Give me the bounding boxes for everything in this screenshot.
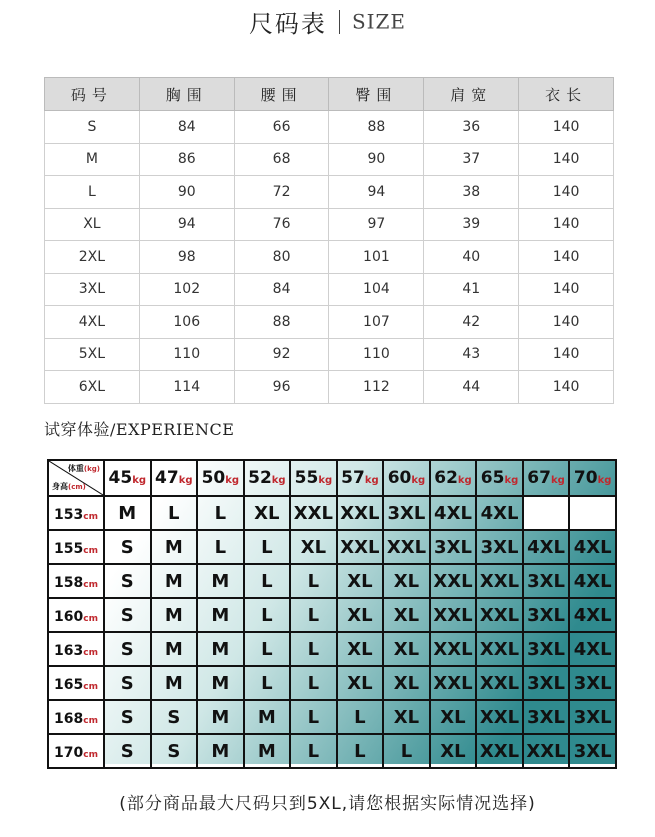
size-cell: 76: [234, 208, 329, 241]
size-table: [44, 77, 614, 404]
height-header-cell: 163cm: [48, 632, 104, 666]
fit-size-cell: M: [197, 564, 244, 598]
fit-row: [48, 700, 616, 734]
weight-header-cell: 45kg: [104, 460, 151, 496]
fit-size-cell: XL: [383, 564, 430, 598]
size-cell: 94: [139, 208, 234, 241]
fit-row: [48, 632, 616, 666]
size-cell: 98: [139, 241, 234, 274]
size-cell: 4XL: [45, 306, 140, 339]
size-cell: 140: [519, 371, 614, 404]
fit-size-cell: XXL: [476, 700, 523, 734]
weight-header-cell: 47kg: [151, 460, 198, 496]
fit-size-cell: XL: [337, 666, 384, 700]
page-title: [0, 4, 655, 39]
size-header-cell: 衣长: [519, 78, 614, 111]
size-cell: 140: [519, 241, 614, 274]
fit-size-cell: M: [151, 632, 198, 666]
fit-size-cell: S: [151, 700, 198, 734]
fit-chart: [47, 459, 617, 764]
size-cell: 140: [519, 111, 614, 144]
size-cell: S: [45, 111, 140, 144]
weight-header-cell: 55kg: [290, 460, 337, 496]
fit-size-cell: XXL: [476, 734, 523, 768]
fit-size-cell: L: [290, 564, 337, 598]
fit-size-cell: XXL: [430, 564, 477, 598]
size-row: [45, 371, 614, 404]
corner-weight-label: 体重(kg): [67, 464, 100, 473]
fit-size-cell: XXL: [523, 734, 570, 768]
size-cell: 66: [234, 111, 329, 144]
size-cell: 68: [234, 143, 329, 176]
fit-size-cell: XXL: [476, 598, 523, 632]
corner-height-label: 身高(cm): [52, 482, 86, 491]
fit-size-cell: 4XL: [569, 632, 616, 666]
size-cell: 40: [424, 241, 519, 274]
fit-size-cell: 3XL: [523, 666, 570, 700]
size-cell: 106: [139, 306, 234, 339]
size-cell: 84: [139, 111, 234, 144]
size-cell: M: [45, 143, 140, 176]
size-row: [45, 241, 614, 274]
size-cell: 140: [519, 176, 614, 209]
size-cell: 140: [519, 143, 614, 176]
height-header-cell: 168cm: [48, 700, 104, 734]
fit-size-cell: S: [151, 734, 198, 768]
size-cell: 94: [329, 176, 424, 209]
fit-size-cell: M: [197, 598, 244, 632]
fit-size-cell: XXL: [430, 598, 477, 632]
fit-size-cell: XXL: [337, 530, 384, 564]
size-cell: 107: [329, 306, 424, 339]
size-cell: 36: [424, 111, 519, 144]
fit-size-cell: S: [104, 530, 151, 564]
fit-size-cell: 4XL: [569, 530, 616, 564]
size-cell: L: [45, 176, 140, 209]
fit-size-cell: 3XL: [523, 598, 570, 632]
fit-size-cell: 3XL: [523, 700, 570, 734]
fit-size-cell: L: [244, 530, 291, 564]
fit-size-cell: L: [290, 632, 337, 666]
size-table-body: [45, 111, 614, 404]
size-header-cell: 腰围: [234, 78, 329, 111]
size-cell: 140: [519, 306, 614, 339]
weight-header-cell: 70kg: [569, 460, 616, 496]
fit-size-cell: L: [197, 530, 244, 564]
size-cell: 3XL: [45, 273, 140, 306]
fit-size-cell: M: [104, 496, 151, 530]
weight-header-cell: 50kg: [197, 460, 244, 496]
fit-size-cell: 3XL: [523, 632, 570, 666]
fit-size-cell: XL: [383, 700, 430, 734]
fit-header-row: [48, 460, 616, 496]
size-row: [45, 306, 614, 339]
size-header-cell: 码号: [45, 78, 140, 111]
fit-size-cell: 4XL: [523, 530, 570, 564]
size-cell: 43: [424, 338, 519, 371]
size-cell: 42: [424, 306, 519, 339]
fit-size-cell: L: [244, 598, 291, 632]
size-cell: 38: [424, 176, 519, 209]
size-cell: 140: [519, 208, 614, 241]
fit-size-cell: 3XL: [569, 700, 616, 734]
fit-size-cell: [569, 496, 616, 530]
size-cell: 102: [139, 273, 234, 306]
fit-size-cell: L: [244, 632, 291, 666]
size-cell: 112: [329, 371, 424, 404]
fit-size-cell: 4XL: [476, 496, 523, 530]
fit-size-cell: M: [151, 666, 198, 700]
size-header-cell: 肩宽: [424, 78, 519, 111]
fit-size-cell: XXL: [430, 632, 477, 666]
size-header-cell: 胸围: [139, 78, 234, 111]
fit-row: [48, 666, 616, 700]
title-cn: 尺码表: [248, 10, 327, 38]
fit-size-cell: XL: [430, 734, 477, 768]
size-cell: 110: [329, 338, 424, 371]
weight-header-cell: 52kg: [244, 460, 291, 496]
fit-size-cell: M: [151, 530, 198, 564]
fit-size-cell: XL: [244, 496, 291, 530]
size-cell: 84: [234, 273, 329, 306]
title-divider: [339, 10, 340, 34]
fit-size-cell: XL: [430, 700, 477, 734]
size-cell: 140: [519, 338, 614, 371]
size-cell: 110: [139, 338, 234, 371]
size-cell: 88: [329, 111, 424, 144]
fit-size-cell: L: [337, 734, 384, 768]
size-cell: 88: [234, 306, 329, 339]
fit-corner-cell: [48, 460, 104, 496]
size-cell: 90: [139, 176, 234, 209]
fit-size-cell: XXL: [476, 564, 523, 598]
height-header-cell: 153cm: [48, 496, 104, 530]
fit-size-cell: XL: [337, 598, 384, 632]
fit-row: [48, 598, 616, 632]
size-cell: 140: [519, 273, 614, 306]
height-header-cell: 158cm: [48, 564, 104, 598]
fit-size-cell: S: [104, 700, 151, 734]
fit-row: [48, 496, 616, 530]
fit-size-cell: L: [290, 598, 337, 632]
fit-size-cell: L: [290, 666, 337, 700]
height-header-cell: 165cm: [48, 666, 104, 700]
fit-size-cell: 4XL: [430, 496, 477, 530]
size-cell: 114: [139, 371, 234, 404]
fit-size-cell: 4XL: [569, 598, 616, 632]
weight-header-cell: 57kg: [337, 460, 384, 496]
fit-size-cell: L: [197, 496, 244, 530]
size-row: [45, 208, 614, 241]
fit-size-cell: 4XL: [569, 564, 616, 598]
fit-row: [48, 530, 616, 564]
fit-size-cell: XL: [337, 632, 384, 666]
fit-size-cell: XXL: [290, 496, 337, 530]
fit-size-cell: 3XL: [523, 564, 570, 598]
size-cell: 6XL: [45, 371, 140, 404]
size-cell: 72: [234, 176, 329, 209]
weight-header-cell: 62kg: [430, 460, 477, 496]
fit-table: [47, 459, 617, 769]
weight-header-cell: 65kg: [476, 460, 523, 496]
size-cell: 39: [424, 208, 519, 241]
fit-size-cell: XL: [383, 598, 430, 632]
fit-size-cell: 3XL: [569, 666, 616, 700]
size-row: [45, 176, 614, 209]
weight-header-cell: 60kg: [383, 460, 430, 496]
size-cell: 97: [329, 208, 424, 241]
fit-size-cell: S: [104, 564, 151, 598]
fit-size-cell: M: [197, 632, 244, 666]
fit-size-cell: XL: [383, 666, 430, 700]
size-row: [45, 111, 614, 144]
height-header-cell: 160cm: [48, 598, 104, 632]
fit-size-cell: M: [151, 564, 198, 598]
size-cell: XL: [45, 208, 140, 241]
size-header-cell: 臀围: [329, 78, 424, 111]
size-cell: 2XL: [45, 241, 140, 274]
fit-size-cell: XXL: [383, 530, 430, 564]
fit-row: [48, 564, 616, 598]
fit-size-cell: L: [383, 734, 430, 768]
fit-size-cell: L: [290, 734, 337, 768]
size-cell: 92: [234, 338, 329, 371]
size-cell: 86: [139, 143, 234, 176]
size-cell: 41: [424, 273, 519, 306]
size-cell: 101: [329, 241, 424, 274]
size-cell: 5XL: [45, 338, 140, 371]
size-cell: 80: [234, 241, 329, 274]
size-row: [45, 273, 614, 306]
experience-title: 试穿体验/EXPERIENCE: [44, 420, 235, 439]
size-row: [45, 338, 614, 371]
fit-size-cell: M: [197, 734, 244, 768]
fit-size-cell: 3XL: [430, 530, 477, 564]
fit-size-cell: M: [197, 666, 244, 700]
fit-size-cell: S: [104, 598, 151, 632]
weight-header-cell: 67kg: [523, 460, 570, 496]
fit-size-cell: M: [197, 700, 244, 734]
size-cell: 104: [329, 273, 424, 306]
fit-size-cell: 3XL: [383, 496, 430, 530]
height-header-cell: 155cm: [48, 530, 104, 564]
fit-size-cell: XXL: [337, 496, 384, 530]
size-row: [45, 143, 614, 176]
fit-size-cell: L: [337, 700, 384, 734]
fit-size-cell: L: [244, 666, 291, 700]
size-cell: 37: [424, 143, 519, 176]
height-header-cell: 170cm: [48, 734, 104, 768]
fit-row: [48, 734, 616, 768]
fit-size-cell: S: [104, 632, 151, 666]
fit-size-cell: S: [104, 666, 151, 700]
fit-size-cell: M: [244, 734, 291, 768]
fit-size-cell: XL: [337, 564, 384, 598]
fit-size-cell: L: [244, 564, 291, 598]
fit-size-cell: M: [151, 598, 198, 632]
fit-size-cell: XXL: [430, 666, 477, 700]
fit-size-cell: L: [151, 496, 198, 530]
size-cell: 44: [424, 371, 519, 404]
size-cell: 90: [329, 143, 424, 176]
size-cell: 96: [234, 371, 329, 404]
fit-size-cell: 3XL: [569, 734, 616, 768]
fit-size-cell: XXL: [476, 666, 523, 700]
size-table-header: [45, 78, 614, 111]
fit-size-cell: XXL: [476, 632, 523, 666]
fit-size-cell: XL: [290, 530, 337, 564]
fit-size-cell: [523, 496, 570, 530]
fit-size-cell: S: [104, 734, 151, 768]
fit-size-cell: L: [290, 700, 337, 734]
footer-note: (部分商品最大尺码只到5XL,请您根据实际情况选择): [119, 794, 536, 814]
title-en: SIZE: [351, 9, 407, 34]
fit-size-cell: 3XL: [476, 530, 523, 564]
fit-size-cell: XL: [383, 632, 430, 666]
fit-size-cell: M: [244, 700, 291, 734]
